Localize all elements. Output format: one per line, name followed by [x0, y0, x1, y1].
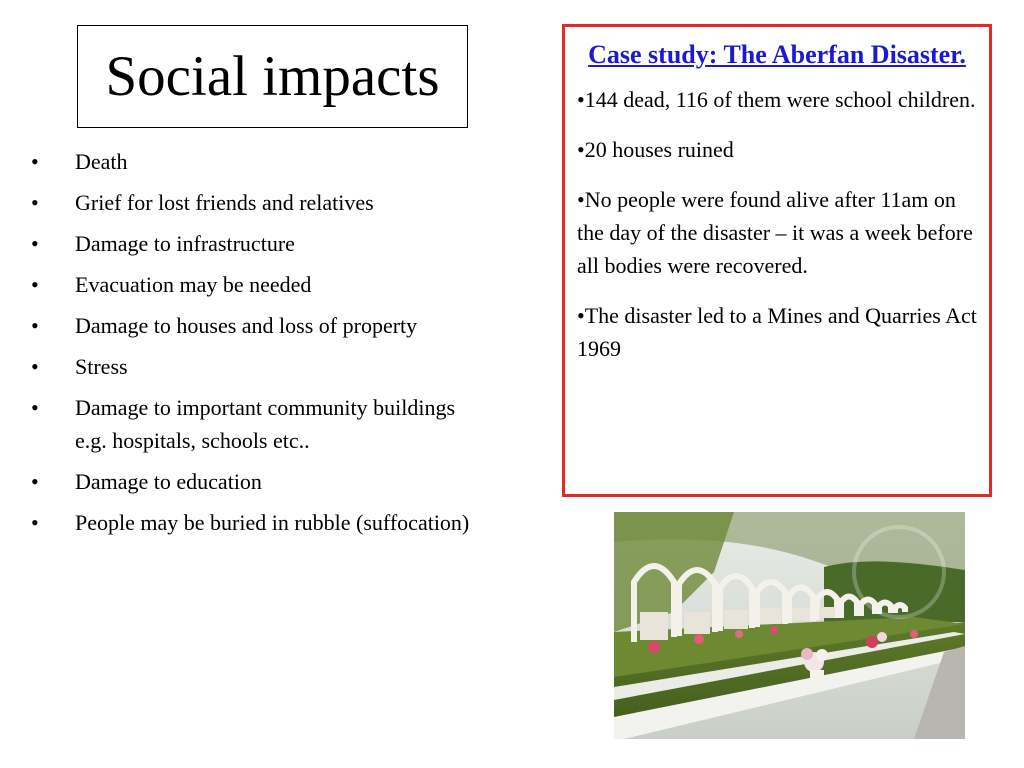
case-study-box [562, 24, 992, 497]
case-study-item: •No people were found alive after 11am on the day of the disaster – it was a week before all bodies were recovered. [577, 187, 973, 278]
slide-title: Social impacts [105, 45, 440, 108]
memorial-photo [614, 512, 965, 739]
list-item: • Damage to important community buildings e.g. hospitals, schools etc.. [30, 391, 470, 457]
case-study-item: •The disaster led to a Mines and Quarries Act 1969 [577, 303, 977, 361]
list-item: • Damage to houses and loss of property [30, 309, 470, 342]
list-item: • Death [30, 145, 470, 178]
list-item: • Damage to infrastructure [30, 227, 470, 260]
social-impacts-list [30, 145, 470, 547]
list-item: • People may be buried in rubble (suffocation) [30, 506, 470, 539]
list-item: • Damage to education [30, 465, 470, 498]
case-study-item: •20 houses ruined [577, 137, 734, 162]
case-study-title: Case study: The Aberfan Disaster. [588, 40, 966, 69]
list-item: • Grief for lost friends and relatives [30, 186, 470, 219]
list-item: • Evacuation may be needed [30, 268, 470, 301]
list-item: • Stress [30, 350, 470, 383]
title-box [77, 25, 468, 128]
case-study-item: •144 dead, 116 of them were school children. [577, 87, 976, 112]
